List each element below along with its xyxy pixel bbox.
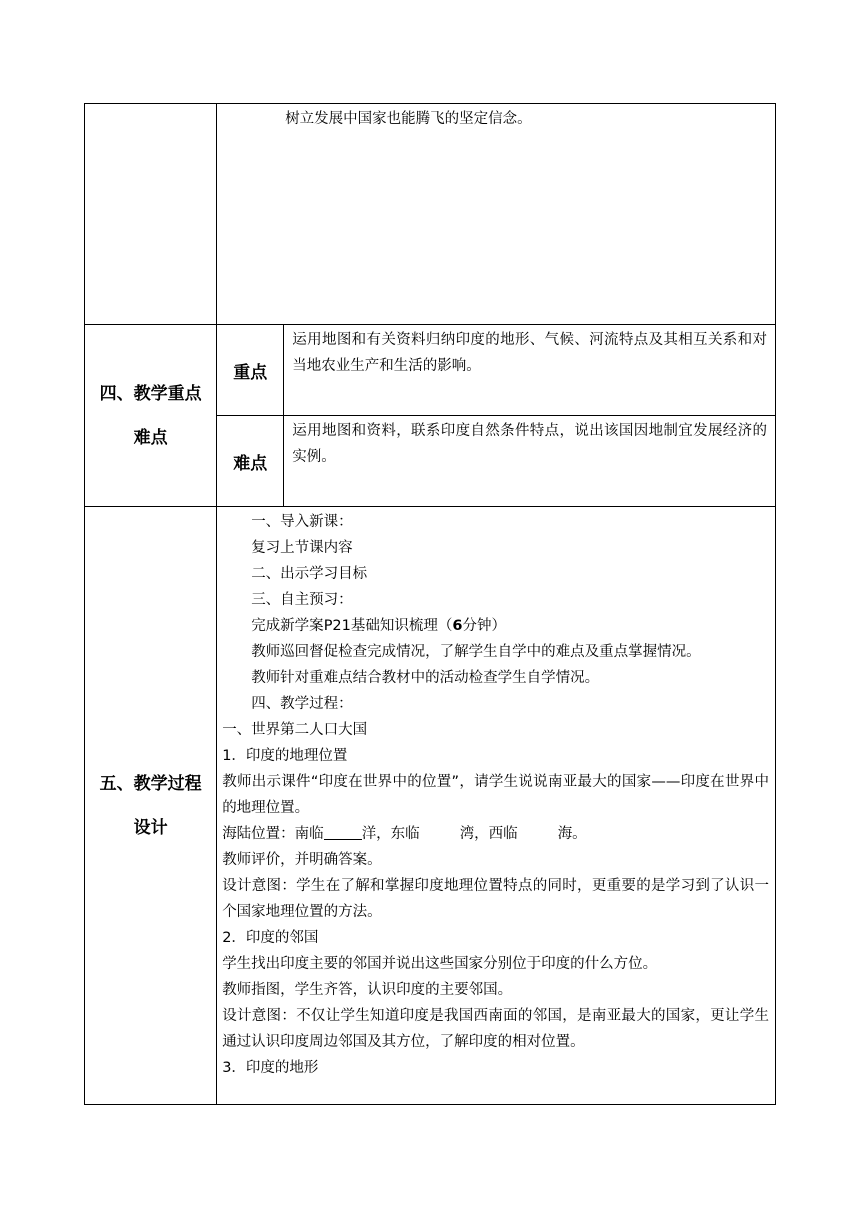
section-label-line: 设计 — [133, 817, 168, 838]
table-row — [85, 325, 776, 416]
difficulty-cell — [284, 416, 776, 507]
process-line: 二、出示学习目标 — [251, 566, 368, 582]
process-line: 一、导入新课： — [251, 514, 353, 530]
process-line: 三、自主预习： — [251, 592, 353, 608]
section-label-line: 难点 — [133, 427, 168, 448]
process-line: 教师针对重难点结合教材中的活动检查学生自学情况。 — [251, 670, 600, 686]
process-line: 教师出示课件“印度在世界中的位置”，请学生说说南亚最大的国家——印度在世界中的地理位置。 — [222, 774, 769, 816]
process-line: 完成新学案P21基础知识梳理（6分钟） — [251, 618, 506, 634]
table-row — [85, 507, 776, 1105]
process-line: 教师评价，并明确答案。 — [222, 852, 382, 868]
process-heading: 3．印度的地形 — [222, 1060, 319, 1076]
process-line: 复习上节课内容 — [251, 540, 353, 556]
process-line: 学生找出印度主要的邻国并说出这些国家分别位于印度的什么方位。 — [222, 956, 658, 972]
process-line: 教师巡回督促检查完成情况，了解学生自学中的难点及重点掌握情况。 — [251, 644, 701, 660]
content-cell — [217, 104, 776, 325]
process-line: 教师指图，学生齐答，认识印度的主要邻国。 — [222, 982, 513, 998]
section-label-line: 五、教学过程 — [99, 773, 202, 794]
fill-in-blank-line: 海陆位置：南临 洋，东临 湾，西临 海。 — [222, 821, 769, 847]
process-heading: 1．印度的地理位置 — [222, 748, 348, 764]
key-point-text: 运用地图和有关资料归纳印度的地形、气候、河流特点及其相互关系和对当地农业生产和生活的影响。 — [292, 332, 767, 374]
empty-label-cell — [85, 104, 217, 325]
process-content-cell — [217, 507, 776, 1105]
lesson-plan-table — [84, 103, 776, 1105]
key-point-label: 重点 — [217, 325, 284, 416]
process-heading: 2．印度的邻国 — [222, 930, 319, 946]
key-point-cell — [284, 325, 776, 416]
goal-text: 树立发展中国家也能腾飞的坚定信念。 — [285, 111, 532, 127]
process-line: 一、世界第二人口大国 — [222, 722, 368, 738]
section-label-key-points — [85, 325, 217, 507]
difficulty-text: 运用地图和资料，联系印度自然条件特点，说出该国因地制宜发展经济的实例。 — [292, 423, 767, 465]
process-line: 设计意图：学生在了解和掌握印度地理位置特点的同时，更重要的是学习到了认识一个国家地理位置的方法。 — [222, 878, 769, 920]
difficulty-label: 难点 — [217, 416, 284, 507]
process-line: 设计意图：不仅让学生知道印度是我国西南面的邻国，是南亚最大的国家，更让学生通过认识印度周边邻国及其方位，了解印度的相对位置。 — [222, 1008, 769, 1050]
section-label-line: 四、教学重点 — [99, 383, 202, 404]
section-label-process — [85, 507, 217, 1105]
process-line: 四、教学过程： — [251, 696, 353, 712]
table-row — [85, 104, 776, 325]
answer-blank[interactable] — [324, 823, 362, 840]
